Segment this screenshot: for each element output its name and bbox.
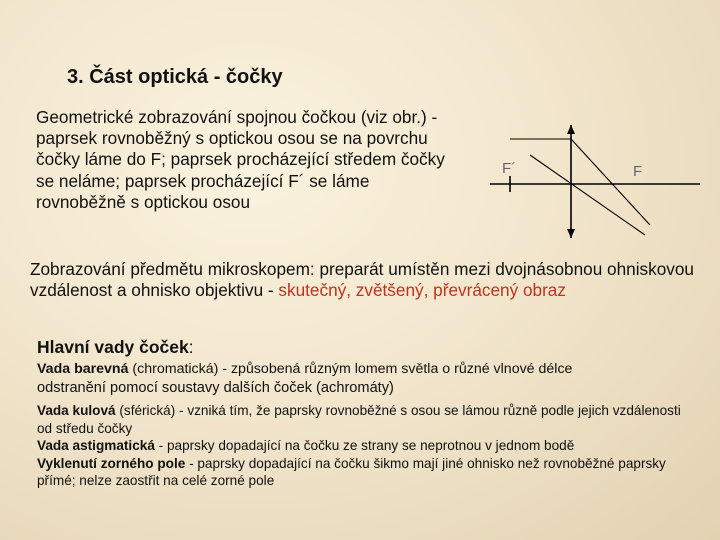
- lens-defects-heading: [37, 337, 194, 358]
- slide-title: 3. Část optická - čočky: [67, 66, 283, 88]
- defect-title: Vyklenutí zorného pole: [37, 455, 186, 471]
- lens-arrow-top: [567, 125, 575, 134]
- defect-text: (sférická) - vzniká tím, že paprsky rovnoběžné s osou se lámou různě podle jejich vzdálenosti od středu čočky: [37, 403, 681, 436]
- defect-text: (chromatická) - způsobená různým lomem světla o různé vlnové délce: [128, 361, 573, 377]
- defect-text: - paprsky dopadající na čočku šikmo mají jiné ohnisko než rovnoběžné paprsky přímé; nelze zaostřit na celé zorné pole: [37, 455, 666, 488]
- microscope-text: Zobrazování předmětu mikroskopem: preparát umístěn mezi dvojnásobnou ohniskovou vzdálenost a ohnisko objektivu -: [30, 259, 694, 301]
- defect-text: - paprsky dopadající na čočku ze strany se neprotnou v jednom bodě: [154, 438, 575, 453]
- heading-bold: Hlavní vady čoček: [37, 337, 189, 357]
- microscope-paragraph: [30, 259, 716, 302]
- defect-title: Vada kulová: [37, 403, 116, 418]
- defect-note: odstranění pomocí soustavy dalších čoček (achromáty): [37, 380, 394, 396]
- defect-field-curvature: [37, 455, 687, 490]
- lens-ray-diagram: [490, 125, 720, 240]
- lens-imaging-paragraph: Geometrické zobrazování spojnou čočkou (viz obr.) - paprsek rovnoběžný s optickou osou se na povrchu čočky láme do F; paprsek procházející středem čočky se neláme; paprsek procházející F´ se láme rovnoběžně s optickou osou: [36, 107, 445, 212]
- lens-arrow-bottom: [567, 229, 575, 238]
- defect-astigmatic: [37, 437, 687, 455]
- focus-left-label: F´: [502, 160, 517, 177]
- ray-through-center: [530, 155, 645, 235]
- defect-spherical: [37, 402, 687, 437]
- defect-title: Vada barevná: [37, 361, 129, 377]
- defect-chromatic: [37, 360, 687, 398]
- defects-list: [37, 360, 687, 490]
- heading-colon: :: [188, 337, 194, 357]
- defect-title: Vada astigmatická: [37, 438, 155, 453]
- focus-right-label: F: [633, 163, 643, 180]
- ray-refracted: [571, 139, 650, 225]
- image-properties-highlight: skutečný, zvětšený, převrácený obraz: [278, 280, 566, 301]
